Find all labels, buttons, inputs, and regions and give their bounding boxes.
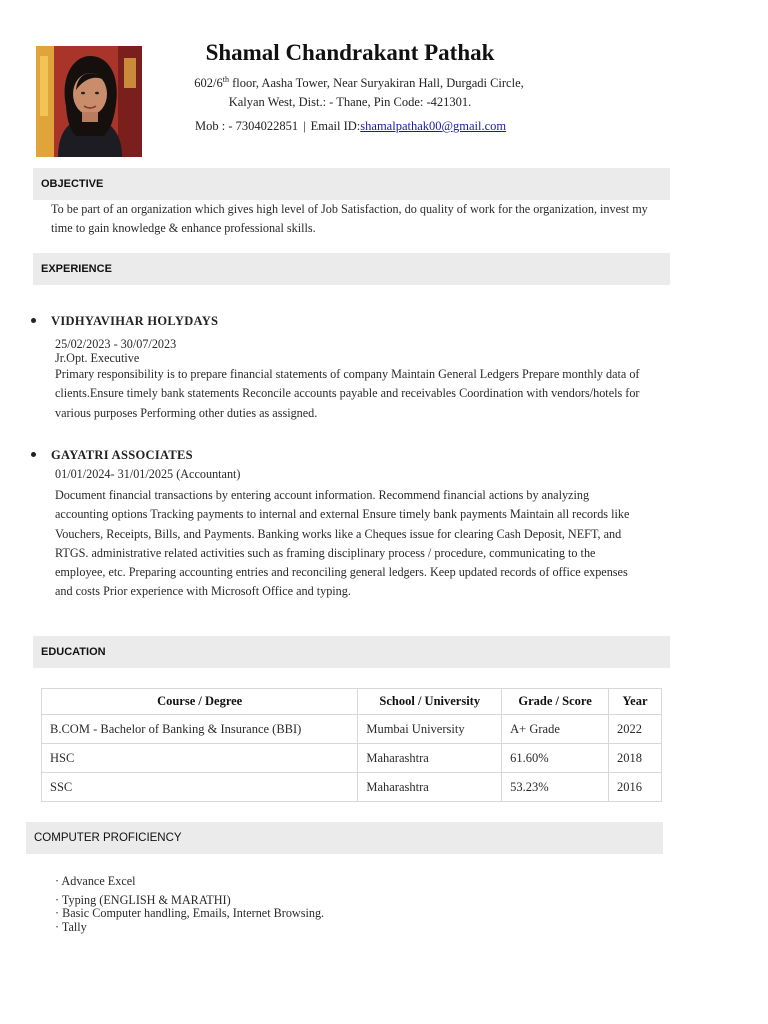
table-row <box>42 773 662 802</box>
cell-course: HSC <box>42 744 358 773</box>
skill-item: · Typing (ENGLISH & MARATHI) <box>55 893 231 907</box>
job-description-line: Vouchers, Receipts, Bills, and Payments. Banking works like a Cheques issue for clearing Cash Deposit, NEFT, and <box>55 526 622 541</box>
cell-course: B.COM - Bachelor of Banking & Insurance (BBI) <box>42 715 358 744</box>
email-label: Email ID: <box>310 119 361 133</box>
cell-school: Mumbai University <box>358 715 502 744</box>
candidate-name: Shamal Chandrakant Pathak <box>205 40 495 65</box>
skill-item: · Tally <box>55 920 87 934</box>
cell-year: 2016 <box>609 773 662 802</box>
profile-photo-image <box>36 46 142 157</box>
job-dates: 01/01/2024- 31/01/2025 (Accountant) <box>55 467 241 481</box>
address-ordinal-suffix: th <box>222 75 229 84</box>
job-description <box>55 365 660 423</box>
job-description <box>55 486 660 602</box>
cell-course: SSC <box>42 773 358 802</box>
objective-text-line: To be part of an organization which gives high level of Job Satisfaction, do quality of work for the organization, invest my <box>51 202 648 216</box>
cell-school: Maharashtra <box>358 773 502 802</box>
job-description-line: accounting options Tracking payments to internal and external Ensure timely bank payments Maintain all records like <box>55 507 630 522</box>
job-description-line: and costs Prior experience with Microsoft Office and typing. <box>55 584 351 599</box>
address-line-1-end: floor, Aasha Tower, Near Suryakiran Hall, Durgadi Circle, <box>228 76 524 91</box>
profile-photo <box>36 46 142 157</box>
job-description-line: Document financial transactions by entering account information. Recommend financial actions by analyzing <box>55 488 590 502</box>
column-header-year: Year <box>609 689 662 715</box>
skill-item: · Advance Excel <box>55 874 136 888</box>
table-row <box>42 715 662 744</box>
cell-grade: A+ Grade <box>502 715 609 744</box>
education-table <box>41 688 662 802</box>
job-description-line: employee, etc. Preparing accounting entries and reconciling general ledgers. Keep updated records of office expenses <box>55 565 628 580</box>
mobile-number: Mob : - 7304022851 <box>195 119 299 133</box>
objective-text <box>51 200 661 239</box>
company-name: GAYATRI ASSOCIATES <box>51 448 193 462</box>
job-role: Jr.Opt. Executive <box>55 351 140 365</box>
address-line-2: Kalyan West, Dist.: - Thane, Pin Code: -421301. <box>228 95 472 109</box>
contact-separator: | <box>303 119 306 133</box>
job-dates: 25/02/2023 - 30/07/2023 <box>55 337 177 351</box>
job-description-line: RTGS. administrative related activities such as framing disciplinary process / procedure, communicating to the <box>55 545 596 560</box>
cell-year: 2022 <box>609 715 662 744</box>
table-header-row <box>42 689 662 715</box>
contact-line <box>195 119 506 134</box>
job-description-line: clients.Ensure timely bank statements Reconcile accounts payable and receivables Coordination with vendors/hotels for <box>55 386 640 401</box>
education-section-title: EDUCATION <box>33 636 670 668</box>
column-header-grade: Grade / Score <box>502 689 609 715</box>
cell-grade: 53.23% <box>502 773 609 802</box>
job-description-line: various purposes Performing other duties as assigned. <box>55 405 318 420</box>
bullet-icon <box>31 318 36 323</box>
experience-section-title: EXPERIENCE <box>33 253 670 285</box>
job-description-line: Primary responsibility is to prepare financial statements of company Maintain General Ledgers Prepare monthly data of <box>55 367 640 381</box>
computer-proficiency-section-title: COMPUTER PROFICIENCY <box>26 822 663 854</box>
table-row <box>42 744 662 773</box>
objective-section-title: OBJECTIVE <box>33 168 670 200</box>
address-line-1 <box>150 75 568 91</box>
skill-item: · Basic Computer handling, Emails, Internet Browsing. <box>55 906 325 920</box>
address-line-1-start: 602/6 <box>194 76 223 91</box>
email-link[interactable]: shamalpathak00@gmail.com <box>360 119 507 133</box>
column-header-course: Course / Degree <box>42 689 358 715</box>
bullet-icon <box>31 452 36 457</box>
company-name: VIDHYAVIHAR HOLYDAYS <box>51 314 219 328</box>
cell-year: 2018 <box>609 744 662 773</box>
cell-school: Maharashtra <box>358 744 502 773</box>
column-header-school: School / University <box>358 689 502 715</box>
objective-text-line: time to gain knowledge & enhance professional skills. <box>51 221 316 236</box>
cell-grade: 61.60% <box>502 744 609 773</box>
